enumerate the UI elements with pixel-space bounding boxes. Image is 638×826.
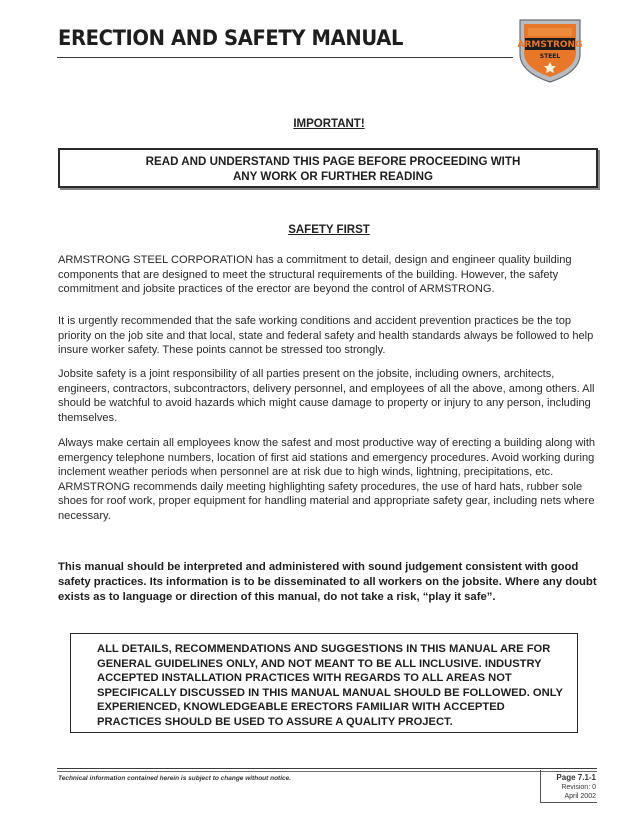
footer-divider-thin [57, 771, 597, 772]
armstrong-steel-logo [514, 14, 586, 86]
revision-date: April 2002 [564, 793, 596, 800]
page-info-box [540, 770, 597, 803]
interpretation-paragraph: This manual should be interpreted and administered with sound judgement consistent with good safety practices. Its information is to be disseminated to all workers on the jobsite. Where any doubt exists as to language or direction of this manual, do not take a risk, “play it safe”. [58, 561, 597, 603]
logo-text-line1: ARMSTRONG [517, 40, 583, 50]
read-box-line1: READ AND UNDERSTAND THIS PAGE BEFORE PROCEEDING WITH [145, 155, 521, 168]
footer-divider [57, 768, 597, 769]
paragraph-commitment: ARMSTRONG STEEL CORPORATION has a commitment to detail, design and engineer quality building components that are designed to meet the structural requirements of the building. However, the safety commitment and jobsite practices of the erector are beyond the control of ARMSTRONG. [58, 254, 572, 296]
read-box-line2: ANY WORK OR FURTHER READING [232, 170, 434, 183]
page-number: Page 7.1-1 [556, 773, 596, 782]
guidelines-notice-box [70, 633, 578, 733]
safety-first-heading: SAFETY FIRST [288, 224, 370, 236]
paragraph-joint-responsibility: Jobsite safety is a joint responsibility of all parties present on the jobsite, including owners, architects, engineers, contractors, subcontractors, delivery personnel, and employees of all the above, among others. All should be watchful to avoid hazards which might cause damage to property or injury to any person, including themselves. [58, 368, 595, 424]
read-first-box [58, 148, 598, 188]
manual-title: ERECTION AND SAFETY MANUAL [58, 26, 404, 50]
header-divider [57, 57, 513, 58]
guidelines-notice-text: ALL DETAILS, RECOMMENDATIONS AND SUGGESTIONS IN THIS MANUAL ARE FOR GENERAL GUIDELINES ONLY, AND NOT MEANT TO BE ALL INCLUSIVE. INDUSTRY ACCEPTED INSTALLATION PRACTICES WITH REGARDS TO ALL AREAS NOT SPECIFICALLY DISCUSSED IN THIS MANUAL MANUAL SHOULD BE FOLLOWED. ONLY EXPERIENCED, KNOWLEDGEABLE ERECTORS FAMILIAR WITH ACCEPTED PRACTICES SHOULD BE USED TO ASSURE A QUALITY PROJECT. [97, 643, 563, 728]
logo-text-line2: STEEL [539, 53, 561, 60]
paragraph-recommendation: It is urgently recommended that the safe working conditions and accident prevention practices be the top priority on the job site and that local, state and federal safety and health standards always be followed to help insure worker safety. These points cannot be stressed too strongly. [58, 315, 594, 357]
revision-number: Revision: 0 [561, 784, 596, 791]
important-heading: IMPORTANT! [293, 118, 365, 130]
footer-disclaimer: Technical information contained herein is subject to change without notice. [58, 775, 292, 782]
paragraph-employee-safety: Always make certain all employees know the safest and most productive way of erecting a building along with emergency telephone numbers, location of first aid stations and emergency procedures. Avoid working during inclement weather periods when personnel are at risk due to high winds, lightning, precipitations, etc. ARMSTRONG recommends daily meeting highlighting safety procedures, the use of hard hats, rubber sole shoes for roof work, proper equipment for handling material and appropriate safety gear, including nets where necessary. [58, 437, 596, 522]
